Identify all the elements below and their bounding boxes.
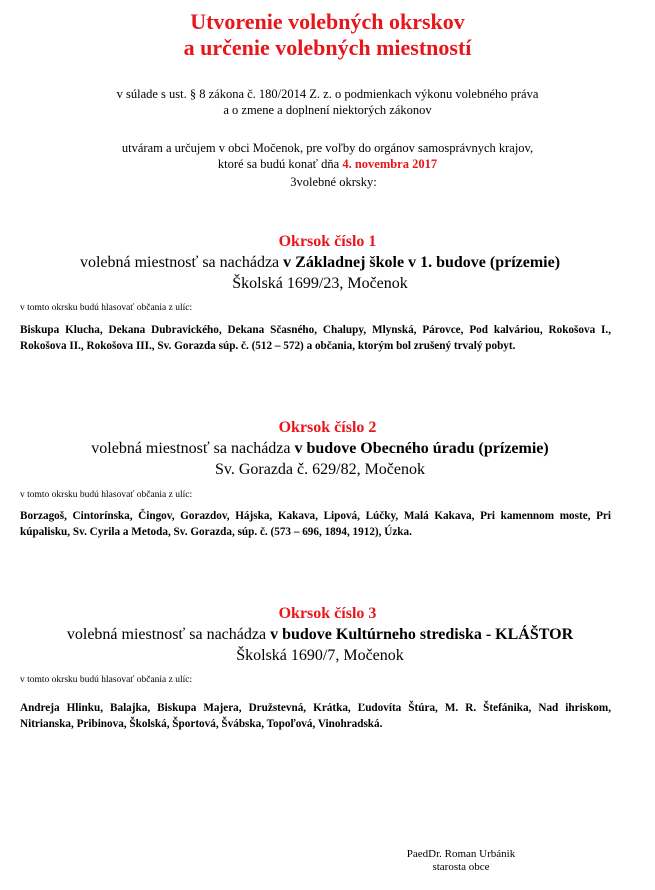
declaration-prefix: ktoré sa budú konať dňa <box>217 157 340 171</box>
voters-label: v tomto okrsku budú hlasovať občania z ulíc: <box>20 490 193 500</box>
district-title: Okrsok číslo 1 <box>278 233 377 250</box>
polling-room-place: v budove Obecného úradu (prízemie) <box>294 440 549 457</box>
polling-room-address: Sv. Gorazda č. 629/82, Močenok <box>214 461 426 478</box>
polling-room-place: v Základnej škole v 1. budove (prízemie) <box>283 254 561 271</box>
legal-basis-line-2: a o zmene a doplnení niektorých zákonov <box>223 103 432 117</box>
district-title: Okrsok číslo 3 <box>278 605 377 622</box>
polling-room-place: v budove Kultúrneho strediska - KLÁŠTOR <box>270 626 574 643</box>
polling-room-prefix: volebná miestnosť sa nachádza <box>66 626 267 643</box>
district-title: Okrsok číslo 2 <box>278 419 377 436</box>
legal-basis-line-1: v súlade s ust. § 8 zákona č. 180/2014 Z. z. o podmienkach výkonu volebného práva <box>116 87 539 101</box>
polling-room <box>0 625 640 645</box>
signatory-name: PaedDr. Roman Urbánik <box>406 848 516 860</box>
street-list: Andreja Hlinku, Balajka, Biskupa Majera, Družstevná, Krátka, Ľudovíta Štúra, M. R. Štefánika, Nad ihriskom, Nitrianska, Pribinova, Školská, Športová, Švábska, Topoľová, Vinohradská. <box>20 702 611 730</box>
voters-label: v tomto okrsku budú hlasovať občania z ulíc: <box>20 675 193 685</box>
polling-room <box>0 253 640 273</box>
polling-room-address: Školská 1690/7, Močenok <box>236 647 404 664</box>
signatory-role: starosta obce <box>432 861 490 873</box>
voters-label: v tomto okrsku budú hlasovať občania z ulíc: <box>20 303 193 313</box>
polling-room-address: Školská 1699/23, Močenok <box>232 275 408 292</box>
polling-room <box>0 439 640 459</box>
document-title-line-2: a určenie volebných miestností <box>183 35 472 60</box>
street-list: Borzagoš, Cintorínska, Čingov, Gorazdov, Hájska, Kakava, Lipová, Lúčky, Malá Kakava, Pri kamennom moste, Pri kúpalisku, Sv. Cyrila a Metoda, Sv. Gorazda, súp. č. (573 – 696, 1894, 1912), Úzka. <box>20 510 611 538</box>
election-date: 4. novembra 2017 <box>342 157 438 171</box>
polling-room-prefix: volebná miestnosť sa nachádza <box>79 254 280 271</box>
document-title-line-1: Utvorenie volebných okrskov <box>190 9 465 34</box>
declaration-line-1: utváram a určujem v obci Močenok, pre voľby do orgánov samosprávnych krajov, <box>121 141 534 155</box>
declaration-line-3: 3volebné okrsky: <box>290 175 377 189</box>
street-list: Biskupa Klucha, Dekana Dubravického, Dekana Sčasného, Chalupy, Mlynská, Párovce, Pod kalváriou, Rokošova I., Rokošova II., Rokošova III., Sv. Gorazda súp. č. (512 – 572) a občania, ktorým bol zrušený trvalý pobyt. <box>20 324 611 352</box>
declaration-line-2 <box>0 156 655 172</box>
polling-room-prefix: volebná miestnosť sa nachádza <box>91 440 291 457</box>
